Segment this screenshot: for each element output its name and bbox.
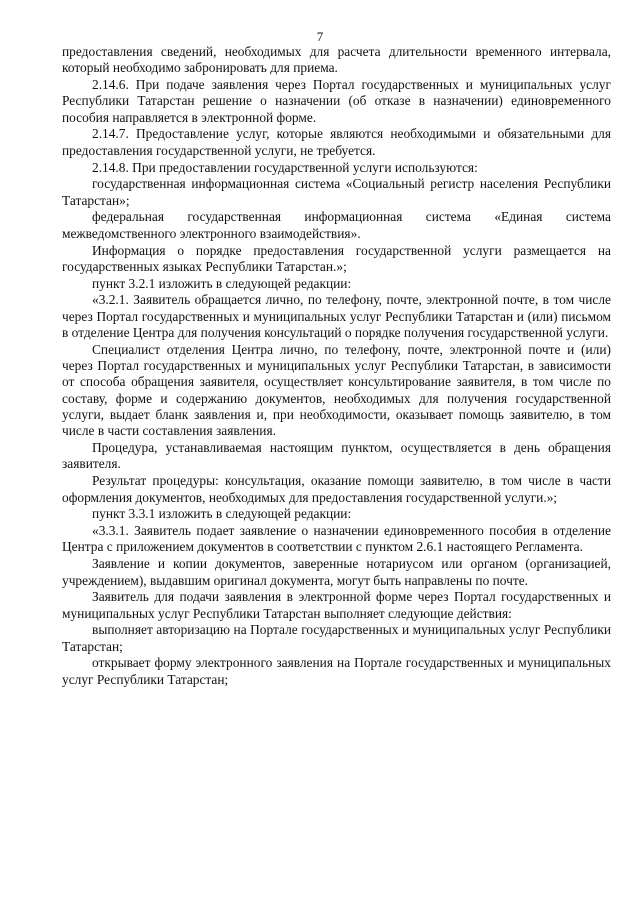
paragraph-amend-3-3-1: пункт 3.3.1 изложить в следующей редакции:: [92, 506, 352, 522]
paragraph-3-3-1: «3.3.1. Заявитель подает заявление о назначении единовременного пособия в отделение Центра с приложением документов в соответствии с пунктом 2.6.1 настоящего Регламента.: [62, 523, 611, 555]
document-body: [62, 44, 611, 689]
paragraph-3-2-1: «3.2.1. Заявитель обращается лично, по телефону, почте, электронной почте, в том числе через Портал государственных и муниципальных услуг Республики Татарстан и (или) письмом в отделение Центра для получения консультаций о порядке получения государственной услуги.: [62, 292, 611, 341]
paragraph-continuation: предоставления сведений, необходимых для расчета длительности временного интервала, который необходимо забронировать для приема.: [62, 44, 611, 76]
paragraph-open-form: открывает форму электронного заявления на Портале государственных и муниципальных услуг Республики Татарстан;: [62, 655, 611, 687]
paragraph-amend-3-2-1: пункт 3.2.1 изложить в следующей редакции:: [92, 275, 352, 291]
paragraph-social-register: государственная информационная система «Социальный регистр населения Республики Татарстан»;: [62, 176, 611, 208]
paragraph-smev: федеральная государственная информационная система «Единая система межведомственного электронного взаимодействия».: [62, 209, 611, 241]
paragraph-electronic: Заявитель для подачи заявления в электронной форме через Портал государственных и муниципальных услуг Республики Татарстан выполняет следующие действия:: [62, 589, 611, 621]
paragraph-languages: Информация о порядке предоставления государственной услуги размещается на государственных языках Республики Татарстан.»;: [62, 242, 611, 274]
paragraph-specialist: Специалист отделения Центра лично, по телефону, почте, электронной почте и (или) через Портал государственных и муниципальных услуг Республики Татарстан, в зависимости от способа обращения заявителя, осуществляет консультирование заявителя, в том числе по составу, форме и содержанию документов, необходимых для получения государственной услуги, выдает бланк заявления и, при необходимости, оказывает помощь заявителю, в том числе в части составления заявления.: [62, 341, 611, 439]
paragraph-authorization: выполняет авторизацию на Портале государственных и муниципальных услуг Республики Татарстан;: [62, 622, 611, 654]
paragraph-2-14-7: 2.14.7. Предоставление услуг, которые являются необходимыми и обязательными для предоставления государственной услуги, не требуется.: [62, 126, 611, 158]
paragraph-2-14-8: 2.14.8. При предоставлении государственной услуги используются:: [92, 159, 478, 175]
paragraph-result: Результат процедуры: консультация, оказание помощи заявителю, в том числе в части оформления документов, необходимых для предоставления государственной услуги.»;: [62, 473, 611, 505]
page-number: 7: [316, 29, 324, 44]
paragraph-procedure: Процедура, устанавливаемая настоящим пунктом, осуществляется в день обращения заявителя.: [62, 440, 611, 472]
paragraph-2-14-6: 2.14.6. При подаче заявления через Портал государственных и муниципальных услуг Республики Татарстан решение о назначении (об отказе в назначении) единовременного пособия направляется в электронной форме.: [62, 77, 611, 125]
paragraph-copies: Заявление и копии документов, заверенные нотариусом или органом (организацией, учреждением), выдавшим оригинал документа, могут быть направлены по почте.: [62, 556, 611, 588]
